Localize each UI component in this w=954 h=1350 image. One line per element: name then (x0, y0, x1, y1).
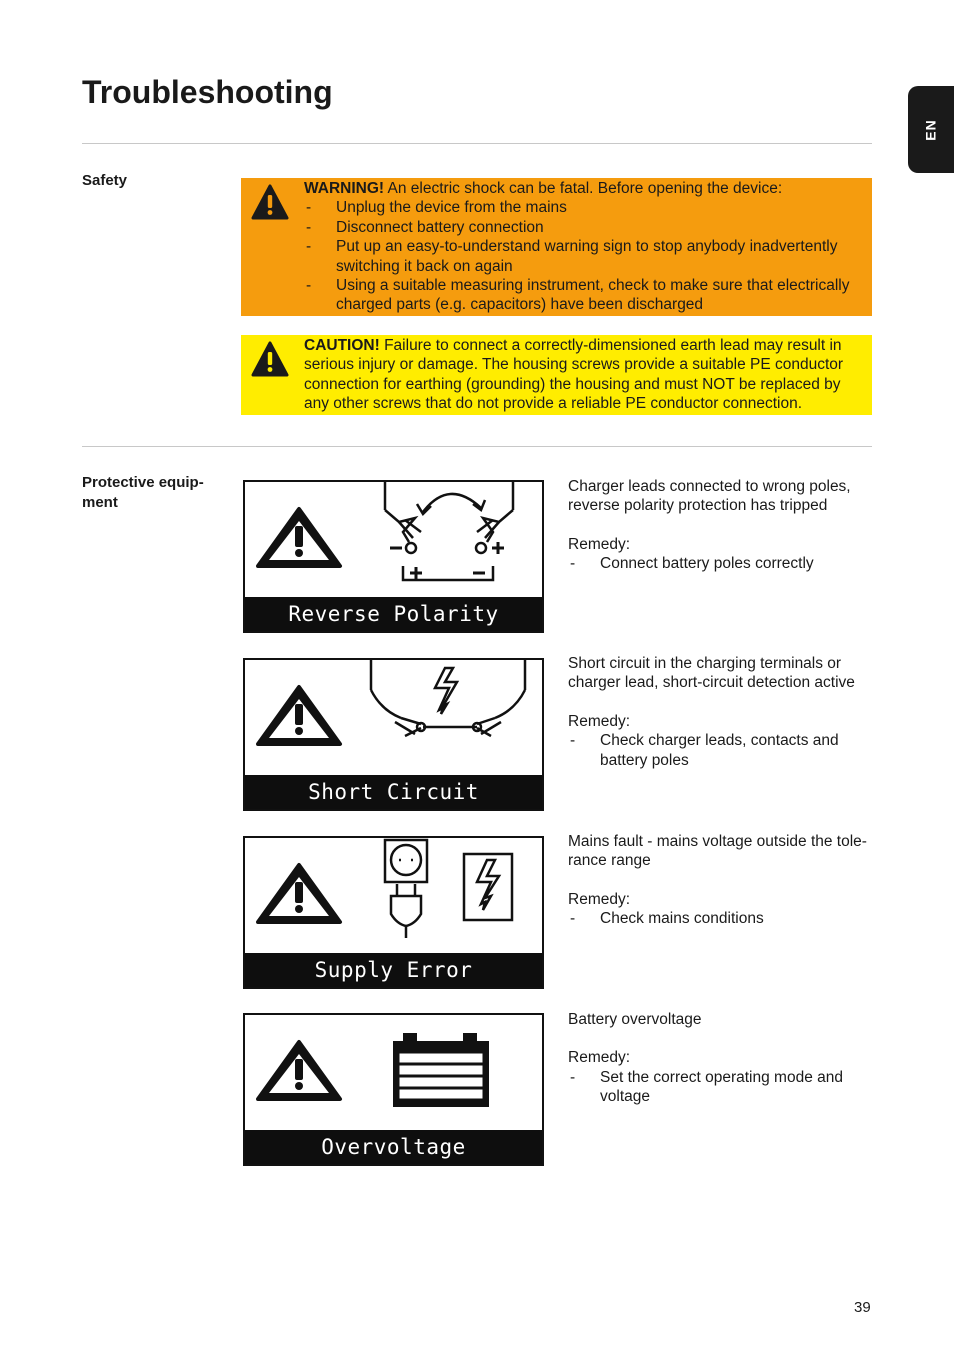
remedy-label: Remedy: (568, 890, 631, 908)
description-short-circuit (568, 654, 878, 770)
page-number: 39 (854, 1299, 871, 1316)
caution-box (241, 335, 872, 415)
description-reverse-polarity (568, 477, 878, 574)
language-tab[interactable] (908, 86, 954, 173)
warning-triangle-icon (250, 183, 290, 226)
language-tab-label: EN (922, 118, 939, 141)
section-divider (82, 143, 872, 144)
remedy-item: - Check mains conditions (568, 909, 878, 928)
list-item: - Unplug the device from the mains (304, 198, 868, 217)
warning-box (241, 178, 872, 316)
caution-label: CAUTION! (304, 337, 380, 354)
display-message: Short Circuit (245, 775, 542, 809)
warning-text: An electric shock can be fatal. Before opening the device: (384, 180, 783, 197)
description-supply-error (568, 832, 878, 929)
list-item: - Using a suitable measuring instrument, check to make sure that electrically charged parts (e.g. capacitors) have been discharged (304, 276, 868, 315)
description-overvoltage (568, 1010, 878, 1107)
display-message: Reverse Polarity (245, 597, 542, 631)
warning-list (304, 198, 868, 314)
display-reverse-polarity (243, 480, 544, 633)
safety-heading: Safety (82, 172, 128, 189)
remedy-item: - Connect battery poles correctly (568, 554, 878, 573)
display-short-circuit (243, 658, 544, 811)
caution-text: Failure to connect a correctly-dimensioned earth lead may result in serious injury or damage. The housing screws provide a suitable PE conductor connection for earthing (grounding) the housing and must NOT be replaced by any other screws that do not provide a reliable PE conductor connection. (304, 337, 844, 413)
remedy-label: Remedy: (568, 1049, 631, 1067)
remedy-label: Remedy: (568, 712, 631, 730)
section-divider (82, 446, 872, 447)
remedy-label: Remedy: (568, 535, 631, 553)
fault-description: Charger leads connected to wrong poles, reverse polarity protection has tripped (568, 478, 851, 515)
protective-heading: Protective equip- ment (82, 474, 204, 511)
warning-label: WARNING! (304, 180, 385, 197)
remedy-item: - Set the correct operating mode and voltage (568, 1068, 878, 1107)
caution-triangle-icon (250, 340, 290, 383)
fault-description: Short circuit in the charging terminals or charger lead, short-circuit detection active (568, 655, 855, 692)
list-item: - Disconnect battery connection (304, 218, 868, 237)
display-message: Overvoltage (245, 1130, 542, 1164)
fault-description: Battery overvoltage (568, 1011, 702, 1028)
display-message: Supply Error (245, 953, 542, 987)
display-overvoltage (243, 1013, 544, 1166)
list-item: - Put up an easy-to-understand warning sign to stop anybody inadvertently switching it back on again (304, 237, 868, 276)
display-supply-error (243, 836, 544, 989)
page-title: Troubleshooting (82, 74, 333, 110)
remedy-item: - Check charger leads, contacts and battery poles (568, 731, 878, 770)
fault-description: Mains fault - mains voltage outside the tole-rance range (568, 833, 867, 870)
